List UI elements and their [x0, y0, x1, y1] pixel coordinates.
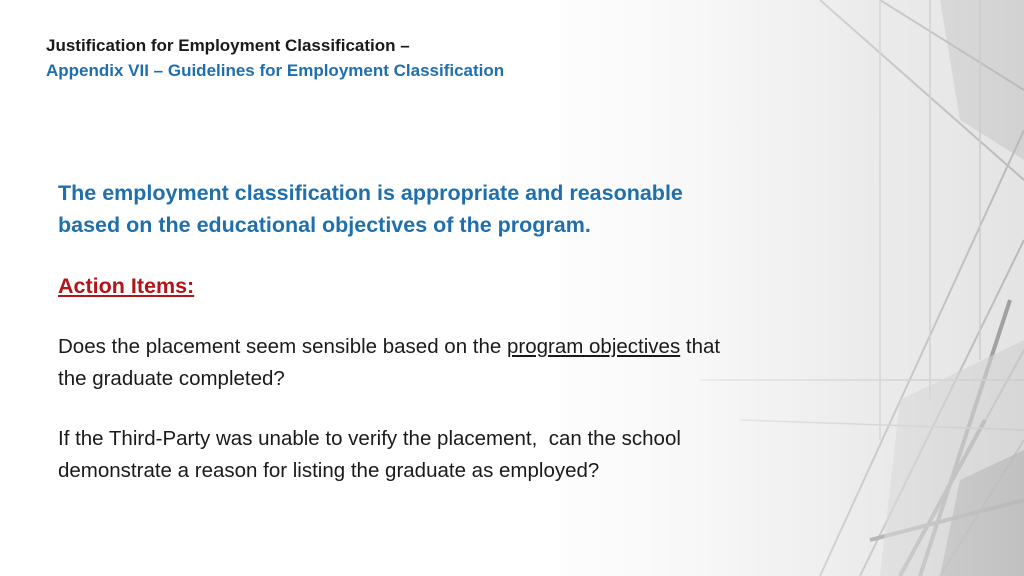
slide-title: Justification for Employment Classification – [46, 36, 410, 55]
statement-line-2: based on the educational objectives of the program. [58, 213, 591, 237]
statement-line-1: The employment classification is appropriate and reasonable [58, 181, 683, 205]
action-item-1-line-2: the graduate completed? [58, 366, 285, 390]
action-item-1-text-after: that [680, 335, 721, 358]
action-item-2-line-1: If the Third-Party was unable to verify the placement, can the school [58, 427, 681, 450]
action-item-1 [58, 331, 838, 394]
key-statement [58, 177, 838, 241]
action-item-1-text-before: Does the placement seem sensible based on the [58, 335, 507, 358]
action-items-heading: Action Items: [58, 274, 195, 298]
program-objectives-link[interactable]: program objectives [507, 335, 681, 358]
slide-body [58, 177, 838, 486]
slide-subtitle: Appendix VII – Guidelines for Employment Classification [46, 61, 505, 80]
slide-header [46, 33, 504, 83]
action-item-2 [58, 423, 838, 486]
action-item-2-line-2: demonstrate a reason for listing the graduate as employed? [58, 458, 600, 482]
